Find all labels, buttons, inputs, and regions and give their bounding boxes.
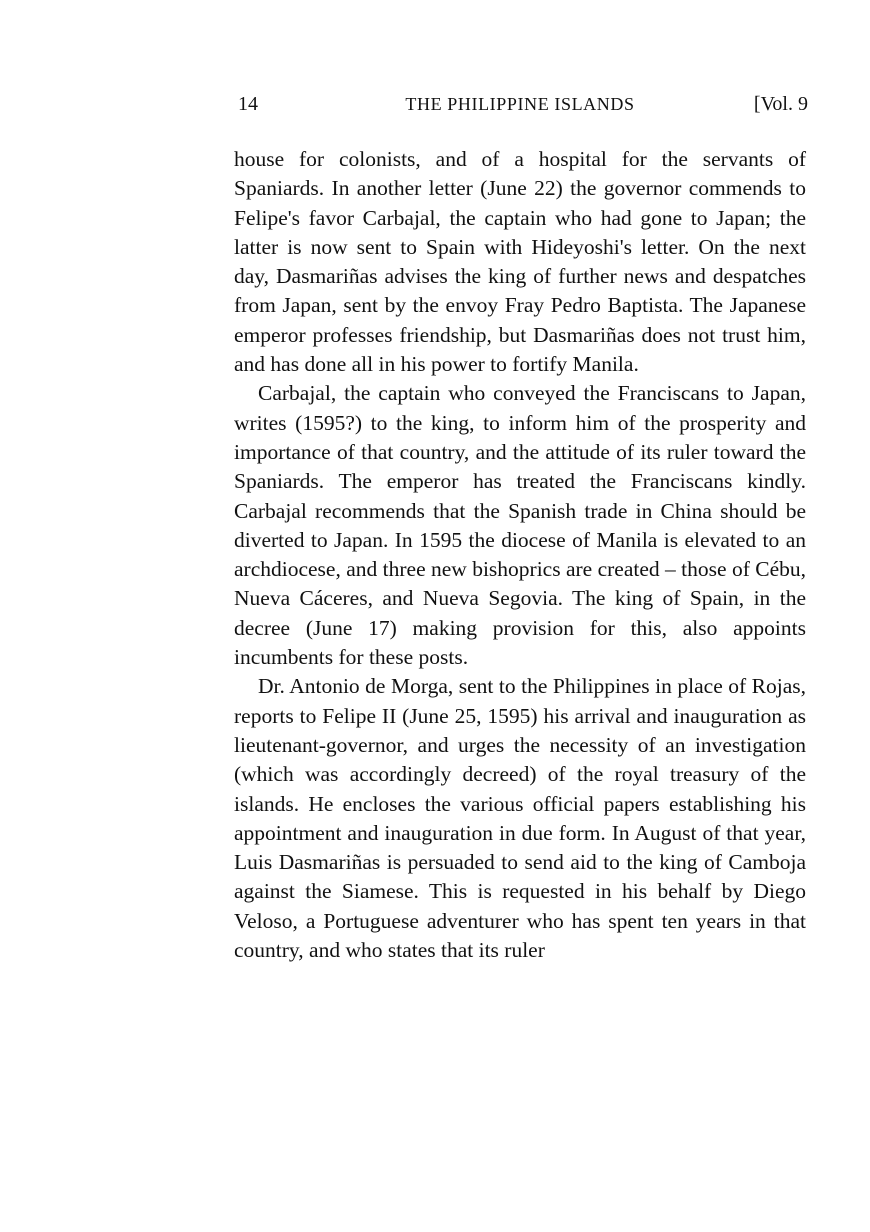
book-page (234, 88, 806, 965)
volume-label: [Vol. 9 (753, 93, 808, 115)
running-head (234, 88, 806, 120)
paragraph-morga: Dr. Antonio de Morga, sent to the Philippines in place of Rojas, reports to Felipe II (June 25, 1595) his arrival and inauguration as lieutenant-governor, and urges the necessity of an investigation (which was accordingly decreed) of the royal treasury of the islands. He encloses the various official papers establishing his appointment and inauguration in due form. In August of that year, Luis Dasmariñas is persuaded to send aid to the king of Camboja against the Siamese. This is requested in his behalf by Diego Veloso, a Portuguese adventurer who has spent ten years in that country, and who states that its ruler (234, 674, 806, 963)
body-text (234, 145, 806, 965)
paragraph-carbajal: Carbajal, the captain who conveyed the Franciscans to Japan, writes (1595?) to the king, to inform him of the prosperity and importance of that country, and the attitude of its ruler toward the Spaniards. The emperor has treated the Franciscans kindly. Carbajal recommends that the Spanish trade in China should be diverted to Japan. In 1595 the diocese of Manila is elevated to an archdiocese, and three new bishoprics are created – those of Cébu, Nueva Cáceres, and Nueva Segovia. The king of Spain, in the decree (June 17) making provision for this, also appoints incumbents for these posts. (234, 381, 806, 670)
page-number: 14 (238, 93, 258, 115)
running-title: THE PHILIPPINE ISLANDS (405, 94, 635, 114)
paragraph-continued: house for colonists, and of a hospital for the servants of Spaniards. In another letter (June 22) the governor commends to Felipe's favor Carbajal, the captain who had gone to Japan; the latter is now sent to Spain with Hideyoshi's letter. On the next day, Dasmariñas advises the king of further news and despatches from Japan, sent by the envoy Fray Pedro Baptista. The Japanese emperor professes friendship, but Dasmariñas does not trust him, and has done all in his power to fortify Manila. (234, 147, 806, 377)
